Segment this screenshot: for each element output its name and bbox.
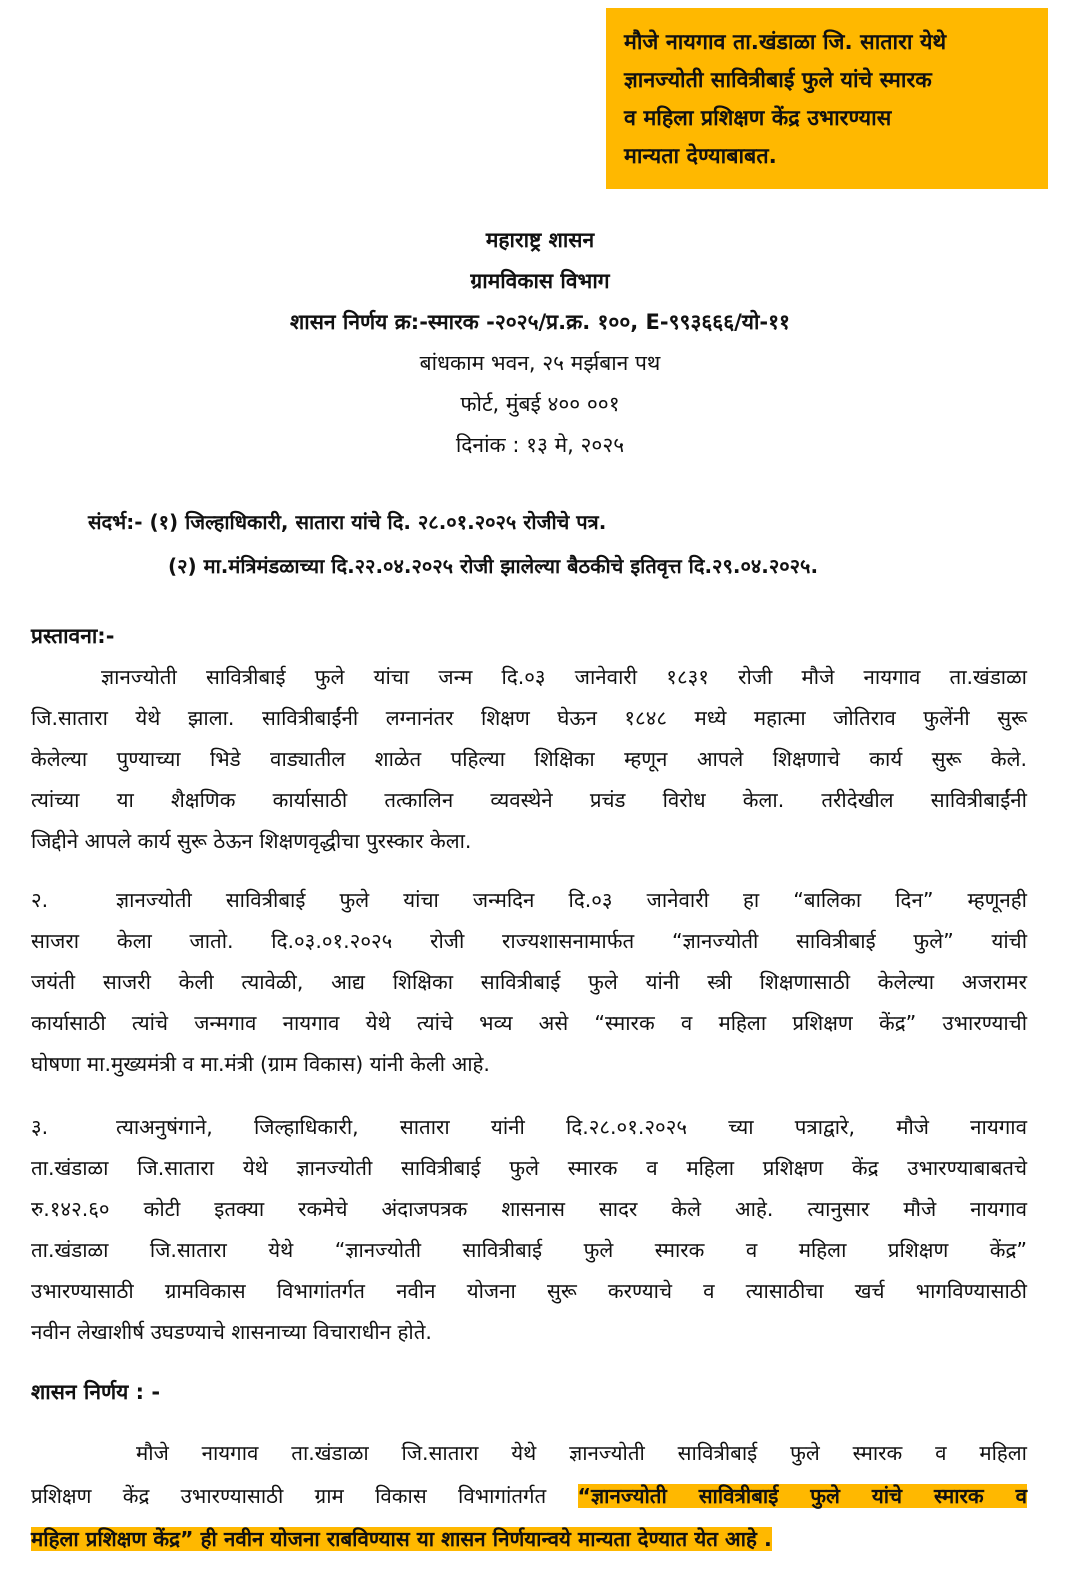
paragraph-line: रु.१४२.६० कोटी इतक्या रकमेचे अंदाजपत्रक शासनास सादर केले आहे. त्यानुसार मौजे नायगाव (31, 1197, 1027, 1221)
resolution-number: शासन निर्णय क्र:-स्मारक -२०२५/प्र.क्र. १००, E-९९३६६६/यो-११ (290, 310, 790, 334)
paragraph-line: कार्यासाठी त्यांचे जन्मगाव नायगाव येथे त्यांचे भव्य असे “स्मारक व महिला प्रशिक्षण केंद्र” उभारण्याची (31, 1011, 1027, 1035)
resolution-heading: शासन निर्णय : - (31, 1380, 161, 1404)
paragraph-line: जयंती साजरी केली त्यावेळी, आद्य शिक्षिका सावित्रीबाई फुले यांनी स्त्री शिक्षणासाठी केलेल्या अजरामर (31, 970, 1027, 994)
reference-1: संदर्भ:- (१) जिल्हाधिकारी, सातारा यांचे दि. २८.०१.२०२५ रोजीचे पत्र. (88, 510, 607, 534)
paragraph-line: जि.सातारा येथे झाला. सावित्रीबाईंनी लग्नानंतर शिक्षण घेऊन १८४८ मध्ये महात्मा जोतिराव फुलेंनी सुरू (31, 706, 1027, 730)
paragraph-line: घोषणा मा.मुख्यमंत्री व मा.मंत्री (ग्राम विकास) यांनी केली आहे. (31, 1052, 490, 1076)
paragraph-number: २. (31, 888, 49, 912)
paragraph-line: साजरा केला जातो. दि.०३.०१.२०२५ रोजी राज्यशासनामार्फत “ज्ञानज्योती सावित्रीबाई फुले” यांची (31, 929, 1027, 953)
paragraph-line: ता.खंडाळा जि.सातारा येथे “ज्ञानज्योती सावित्रीबाई फुले स्मारक व महिला प्रशिक्षण केंद्र” (31, 1238, 1027, 1262)
subject-line: ज्ञानज्योती सावित्रीबाई फुले यांचे स्मारक (624, 68, 932, 93)
resolution-paragraph (31, 1432, 1027, 1561)
paragraph-line (31, 1475, 1027, 1518)
paragraph-line: मौजे नायगाव ता.खंडाळा जि.सातारा येथे ज्ञानज्योती सावित्रीबाई फुले स्मारक व महिला (136, 1441, 1027, 1465)
address-line-2: फोर्ट, मुंबई ४०० ००१ (460, 392, 620, 416)
paragraph-line (31, 1107, 1027, 1148)
paragraph-line: ज्ञानज्योती सावित्रीबाई फुले यांचा जन्म दि.०३ जानेवारी १८३१ रोजी मौजे नायगाव ता.खंडाळा (101, 665, 1027, 689)
document-header (0, 220, 1080, 466)
paragraph-text: प्रशिक्षण केंद्र उभारण्यासाठी ग्राम विकास विभागांतर्गत (31, 1484, 578, 1508)
subject-line: व महिला प्रशिक्षण केंद्र उभारण्यास (624, 106, 892, 131)
paragraph-line: केलेल्या पुण्याच्या भिडे वाड्यातील शाळेत पहिल्या शिक्षिका म्हणून आपले शिक्षणाचे कार्य सुरू केले. (31, 747, 1027, 771)
government-name: महाराष्ट्र शासन (485, 228, 595, 252)
address-line-1: बांधकाम भवन, २५ मर्झबान पथ (419, 351, 661, 375)
highlighted-scheme-name: “ज्ञानज्योती सावित्रीबाई फुले यांचे स्मारक व (577, 1484, 1028, 1508)
subject-line: मान्यता देण्याबाबत. (624, 144, 777, 169)
reference-2: (२) मा.मंत्रिमंडळाच्या दि.२२.०४.२०२५ रोजी झालेल्या बैठकीचे इतिवृत्त दि.२९.०४.२०२५. (168, 554, 819, 578)
preamble-paragraph-1 (31, 657, 1027, 862)
subject-box (606, 8, 1048, 189)
paragraph-line: त्यांच्या या शैक्षणिक कार्यासाठी तत्कालिन व्यवस्थेने प्रचंड विरोध केला. तरीदेखील सावित्रीबाईंनी (31, 788, 1027, 812)
paragraph-text: ज्ञानज्योती सावित्रीबाई फुले यांचा जन्मदिन दि.०३ जानेवारी हा “बालिका दिन” म्हणूनही (116, 888, 1027, 912)
paragraph-line: उभारण्यासाठी ग्रामविकास विभागांतर्गत नवीन योजना सुरू करण्याचे व त्यासाठीचा खर्च भागविण्यासाठी (31, 1279, 1027, 1303)
preamble-heading: प्रस्तावना:- (31, 624, 115, 648)
paragraph-line: जिद्दीने आपले कार्य सुरू ठेऊन शिक्षणवृद्धीचा पुरस्कार केला. (31, 829, 472, 853)
highlighted-approval-text: महिला प्रशिक्षण केंद्र” ही नवीन योजना राबविण्यास या शासन निर्णयान्वये मान्यता देण्यात येत आहे . (31, 1527, 772, 1551)
department-name: ग्रामविकास विभाग (470, 269, 610, 293)
references (88, 500, 818, 588)
preamble-paragraph-2 (31, 880, 1027, 1085)
paragraph-line (31, 1518, 1027, 1561)
document-date: दिनांक : १३ मे, २०२५ (455, 433, 625, 457)
paragraph-number: ३. (31, 1115, 49, 1139)
preamble-paragraph-3 (31, 1107, 1027, 1353)
paragraph-line: नवीन लेखाशीर्ष उघडण्याचे शासनाच्या विचाराधीन होते. (31, 1320, 432, 1344)
paragraph-line (31, 880, 1027, 921)
subject-line: मौजे नायगाव ता.खंडाळा जि. सातारा येथे (624, 30, 947, 55)
paragraph-text: त्याअनुषंगाने, जिल्हाधिकारी, सातारा यांनी दि.२८.०१.२०२५ च्या पत्राद्वारे, मौजे नायगाव (116, 1115, 1027, 1139)
paragraph-line: ता.खंडाळा जि.सातारा येथे ज्ञानज्योती सावित्रीबाई फुले स्मारक व महिला प्रशिक्षण केंद्र उभारण्याबाबतचे (31, 1156, 1027, 1180)
